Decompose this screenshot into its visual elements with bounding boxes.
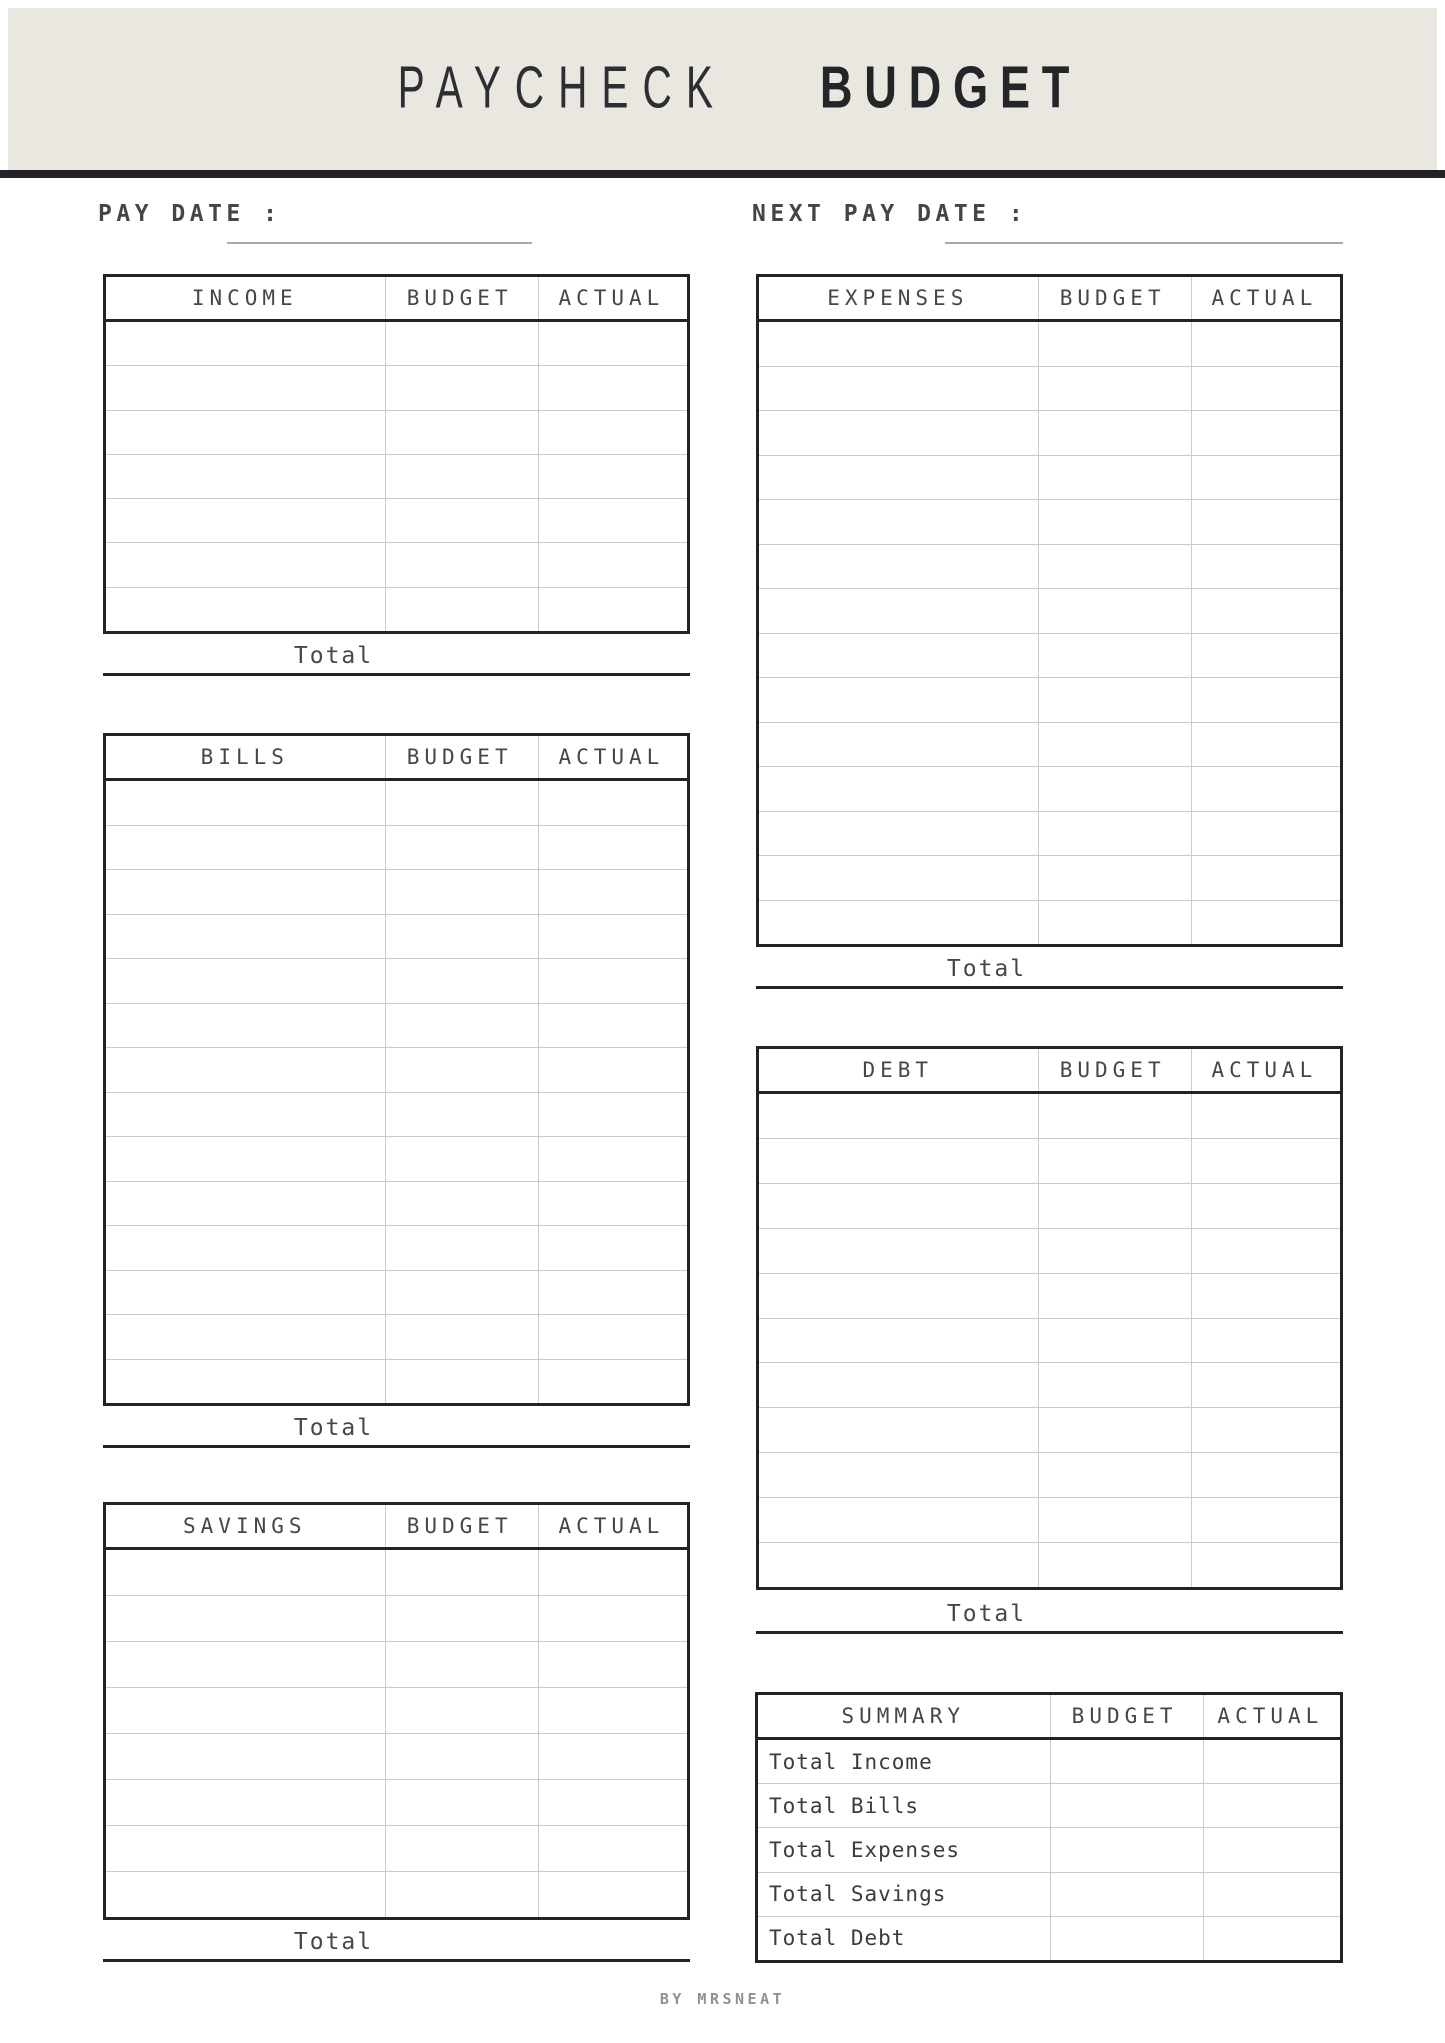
debt-header-title: DEBT xyxy=(862,1058,934,1082)
budget-column-header: BUDGET xyxy=(406,745,513,769)
expenses-total-label: Total xyxy=(946,956,1027,982)
table-row xyxy=(759,1229,1340,1274)
actual-column-header: ACTUAL xyxy=(1211,286,1318,310)
actual-column-header: ACTUAL xyxy=(558,1514,665,1538)
table-row xyxy=(759,1363,1340,1408)
income-header-title: INCOME xyxy=(191,286,298,310)
page-title xyxy=(0,52,1445,122)
savings-table xyxy=(103,1502,690,1920)
expenses-table xyxy=(756,274,1343,947)
summary-row-label: Total Bills xyxy=(769,1793,920,1818)
table-row xyxy=(759,1184,1340,1229)
table-row xyxy=(759,856,1340,901)
table-row xyxy=(106,1826,687,1872)
table-row xyxy=(106,1360,687,1404)
next-pay-date-input-line xyxy=(945,242,1343,244)
savings-table-header xyxy=(106,1505,687,1550)
savings-header-title: SAVINGS xyxy=(183,1514,307,1538)
table-row xyxy=(758,1917,1340,1960)
bills-total-line xyxy=(103,1445,690,1448)
table-row xyxy=(759,1274,1340,1319)
bills-total-label: Total xyxy=(293,1415,374,1441)
summary-table-header xyxy=(758,1695,1340,1740)
income-table-body xyxy=(106,322,687,631)
table-row xyxy=(106,1182,687,1227)
budget-column-header: BUDGET xyxy=(1059,286,1166,310)
table-row xyxy=(759,901,1340,945)
table-row xyxy=(106,1226,687,1271)
table-row xyxy=(759,589,1340,634)
budget-column-header: BUDGET xyxy=(406,286,513,310)
table-row xyxy=(106,826,687,871)
debt-table-body xyxy=(759,1094,1340,1587)
table-row xyxy=(106,781,687,826)
page-title-word-light: PAYCHECK xyxy=(397,53,727,121)
summary-table-body xyxy=(758,1740,1340,1960)
table-row xyxy=(759,456,1340,501)
table-row xyxy=(106,1642,687,1688)
expenses-table-header xyxy=(759,277,1340,322)
table-row xyxy=(106,959,687,1004)
table-row xyxy=(759,545,1340,590)
savings-total-line xyxy=(103,1959,690,1962)
table-row xyxy=(759,500,1340,545)
pay-date-label: PAY DATE : xyxy=(98,201,282,227)
next-pay-date-label: NEXT PAY DATE : xyxy=(752,201,1028,227)
actual-column-header: ACTUAL xyxy=(1217,1704,1324,1728)
table-row xyxy=(759,723,1340,768)
header-divider-rule xyxy=(0,170,1445,178)
bills-table xyxy=(103,733,690,1406)
savings-table-body xyxy=(106,1550,687,1917)
table-row xyxy=(106,411,687,455)
table-row xyxy=(106,1004,687,1049)
bills-table-body xyxy=(106,781,687,1403)
table-row xyxy=(106,1093,687,1138)
table-row xyxy=(106,1596,687,1642)
table-row xyxy=(759,1319,1340,1364)
table-row xyxy=(106,870,687,915)
budget-column-header: BUDGET xyxy=(1059,1058,1166,1082)
table-row xyxy=(759,411,1340,456)
summary-header-title: SUMMARY xyxy=(841,1704,965,1728)
credit-text: BY MRSNEAT xyxy=(659,1990,786,2008)
table-row xyxy=(759,322,1340,367)
table-row xyxy=(759,1139,1340,1184)
expenses-header-title: EXPENSES xyxy=(827,286,969,310)
table-row xyxy=(758,1873,1340,1917)
expenses-total-line xyxy=(756,986,1343,989)
table-row xyxy=(106,1137,687,1182)
bills-header-title: BILLS xyxy=(200,745,289,769)
table-row xyxy=(759,1453,1340,1498)
table-row xyxy=(106,543,687,587)
debt-table xyxy=(756,1046,1343,1590)
table-row xyxy=(106,1780,687,1826)
table-row xyxy=(759,678,1340,723)
table-row xyxy=(106,322,687,366)
table-row xyxy=(759,1543,1340,1587)
table-row xyxy=(106,1872,687,1917)
income-total-label: Total xyxy=(293,643,374,669)
table-row xyxy=(759,812,1340,857)
savings-total-label: Total xyxy=(293,1929,374,1955)
table-row xyxy=(106,455,687,499)
table-row xyxy=(106,1315,687,1360)
table-row xyxy=(106,1734,687,1780)
income-total-line xyxy=(103,673,690,676)
table-row xyxy=(759,1408,1340,1453)
summary-row-label: Total Savings xyxy=(769,1882,947,1907)
debt-total-label: Total xyxy=(946,1601,1027,1627)
table-row xyxy=(759,367,1340,412)
table-row xyxy=(106,1550,687,1596)
income-table-header xyxy=(106,277,687,322)
income-table xyxy=(103,274,690,634)
table-row xyxy=(758,1784,1340,1828)
table-row xyxy=(106,366,687,410)
table-row xyxy=(106,1048,687,1093)
table-row xyxy=(759,634,1340,679)
summary-row-label: Total Debt xyxy=(769,1926,906,1951)
budget-column-header: BUDGET xyxy=(406,1514,513,1538)
actual-column-header: ACTUAL xyxy=(1211,1058,1318,1082)
page-title-word-bold: BUDGET xyxy=(820,53,1082,121)
table-row xyxy=(759,767,1340,812)
table-row xyxy=(106,588,687,631)
actual-column-header: ACTUAL xyxy=(558,745,665,769)
table-row xyxy=(106,915,687,960)
summary-row-label: Total Income xyxy=(769,1749,933,1774)
table-row xyxy=(106,499,687,543)
table-row xyxy=(758,1828,1340,1872)
debt-table-header xyxy=(759,1049,1340,1094)
actual-column-header: ACTUAL xyxy=(558,286,665,310)
table-row xyxy=(106,1271,687,1316)
table-row xyxy=(758,1740,1340,1784)
table-row xyxy=(759,1498,1340,1543)
pay-date-input-line xyxy=(227,242,532,244)
debt-total-line xyxy=(756,1631,1343,1634)
bills-table-header xyxy=(106,736,687,781)
table-row xyxy=(106,1688,687,1734)
summary-table xyxy=(755,1692,1343,1963)
summary-row-label: Total Expenses xyxy=(769,1838,961,1862)
expenses-table-body xyxy=(759,322,1340,944)
budget-column-header: BUDGET xyxy=(1071,1704,1178,1728)
table-row xyxy=(759,1094,1340,1139)
